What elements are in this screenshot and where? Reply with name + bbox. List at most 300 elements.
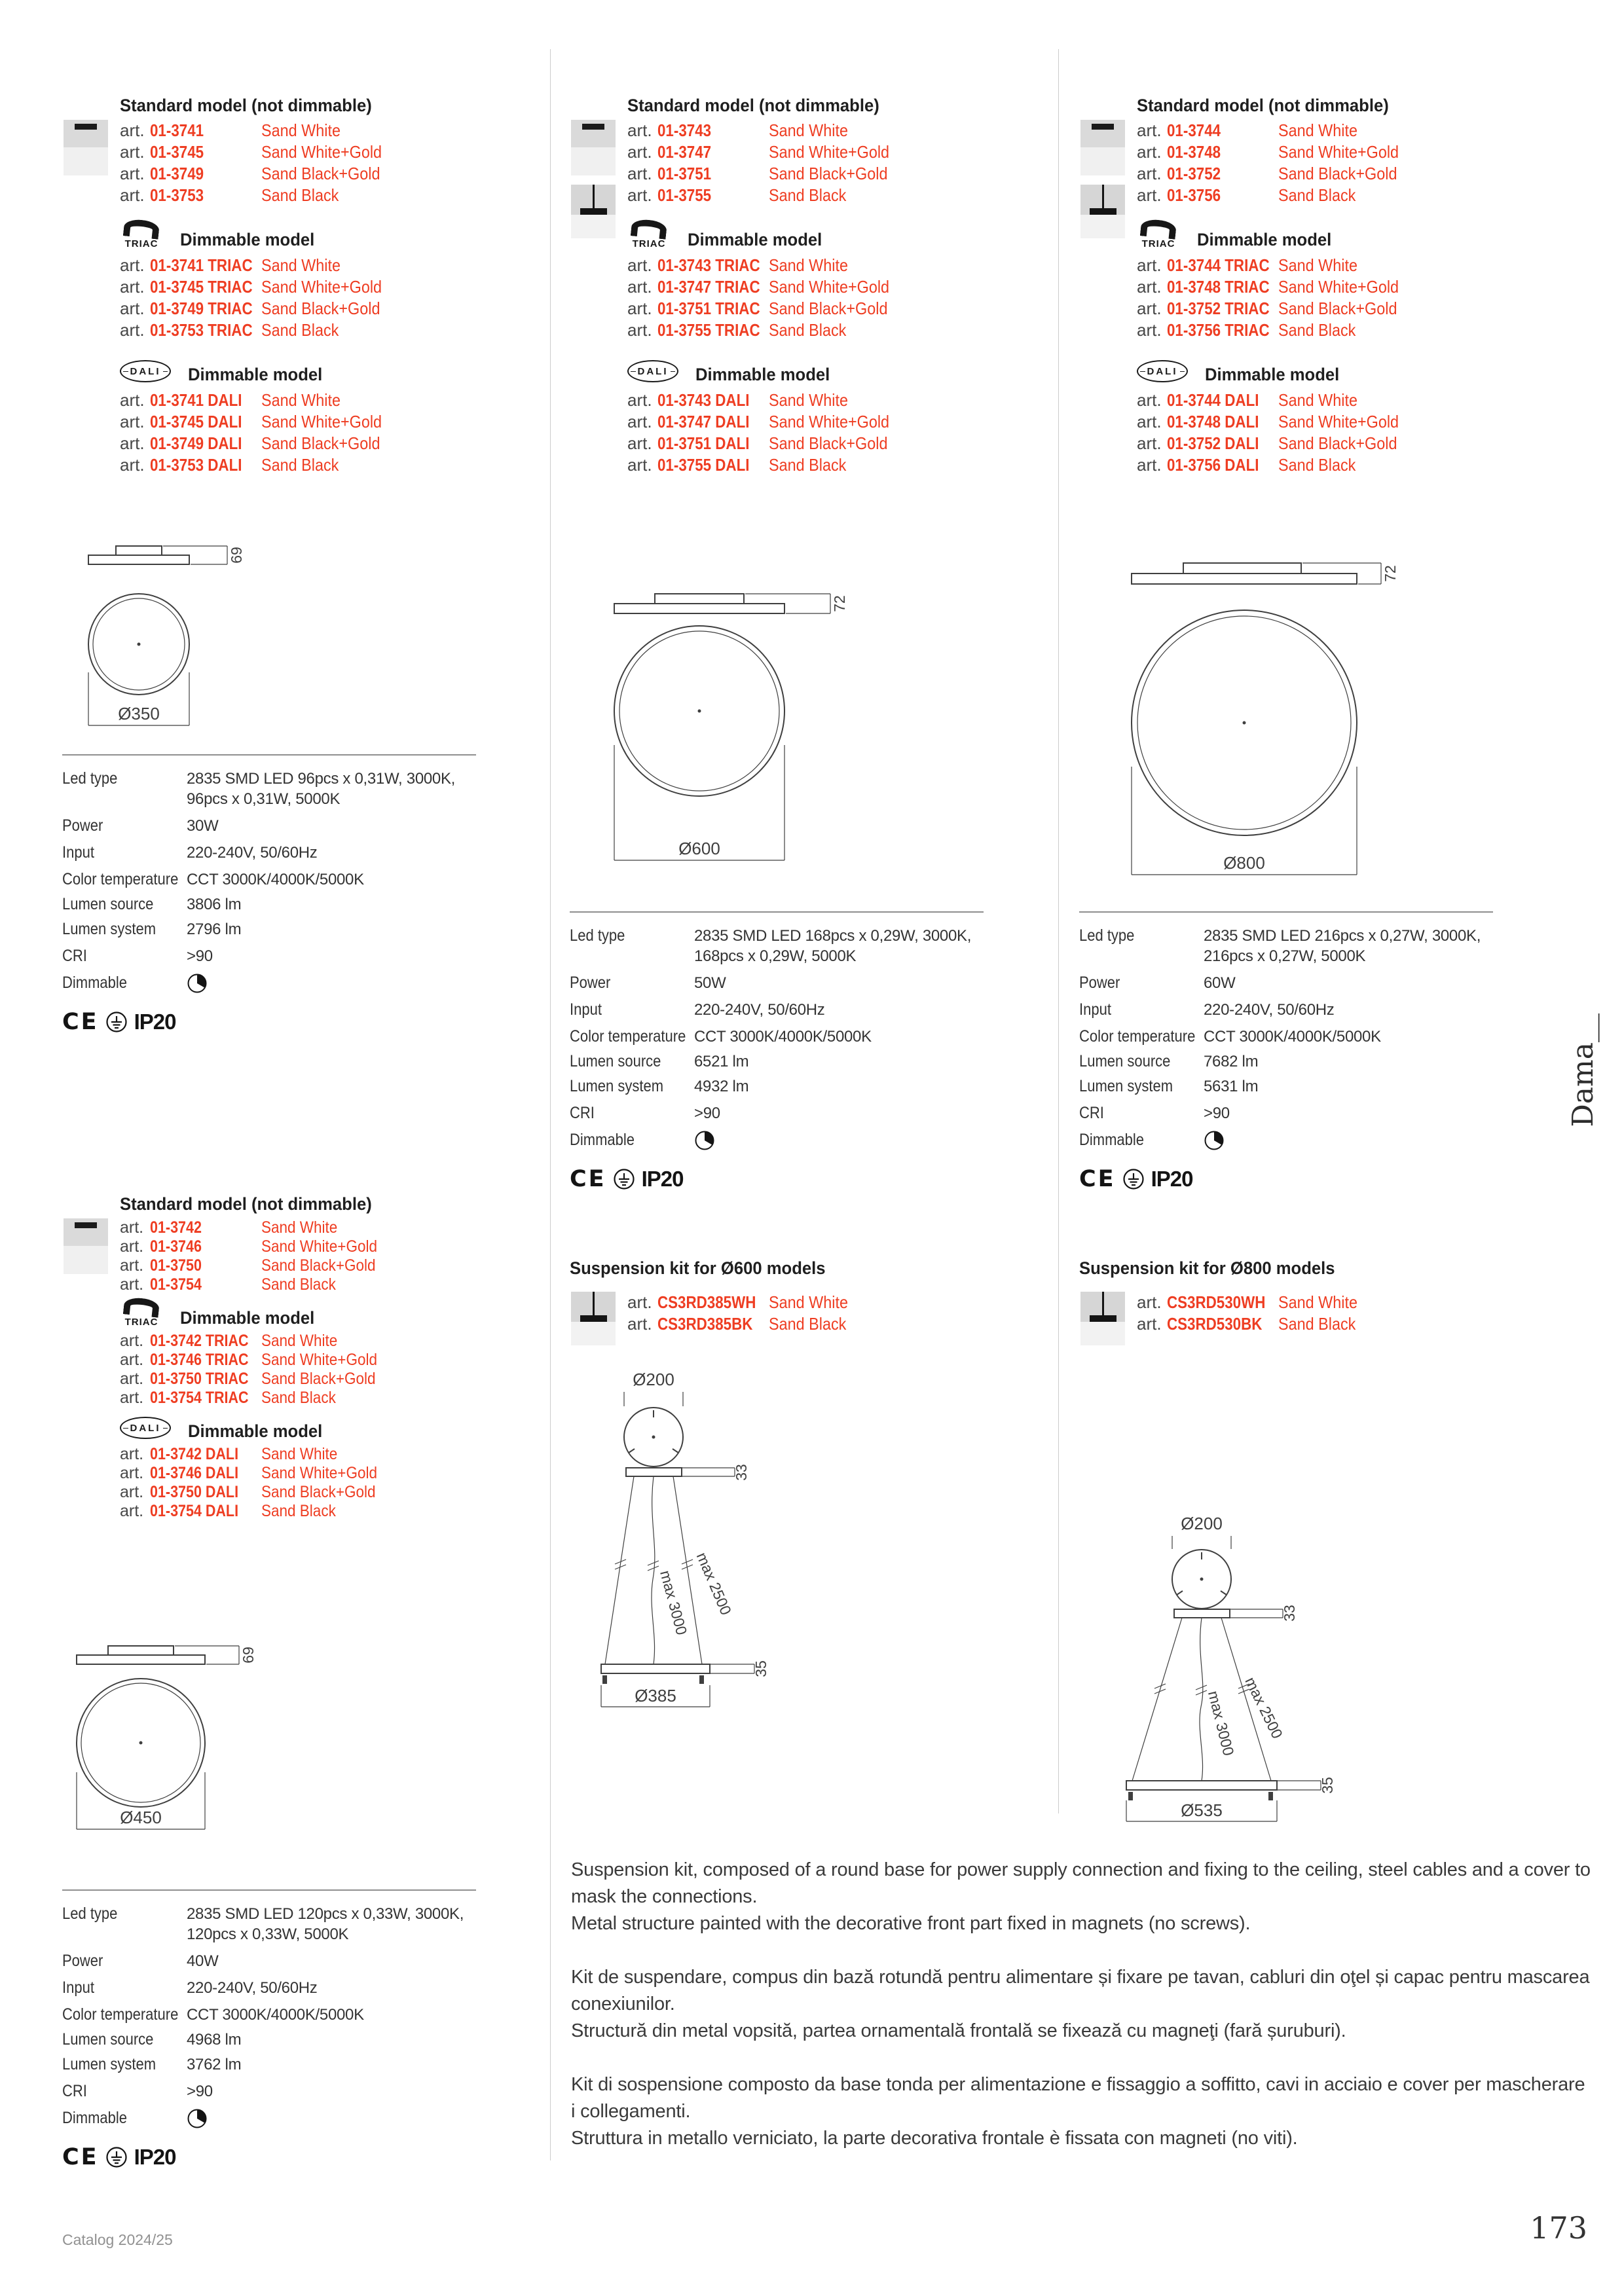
product-block-o800	[1079, 96, 1498, 476]
spec-row	[570, 1000, 984, 1020]
spec-label: Input	[570, 1000, 602, 1019]
article-row	[1079, 185, 1498, 206]
spec-label: Led type	[62, 769, 118, 788]
art-label: art.	[1137, 455, 1162, 475]
height-dimension: 72	[1382, 565, 1399, 582]
article-code: 01-3750 DALI	[150, 1483, 239, 1501]
article-finish: Sand White+Gold	[261, 142, 382, 162]
spec-row	[62, 869, 476, 890]
suspension-kit-photo	[571, 1292, 616, 1345]
ce-mark-icon: CE	[1079, 1166, 1116, 1192]
article-row	[62, 163, 481, 185]
article-code: 01-3752 DALI	[1167, 433, 1259, 453]
art-label: art.	[120, 390, 145, 410]
description-line: Suspension kit, composed of a round base for power supply connection and fixing to the ceiling, steel cables and a cover to mask the connections.	[571, 1859, 1591, 1907]
art-label: art.	[120, 1464, 144, 1482]
article-row	[62, 1332, 481, 1351]
article-finish: Sand White	[769, 390, 848, 410]
ce-mark-icon: CE	[570, 1166, 606, 1192]
height-dimension: 69	[240, 1647, 257, 1664]
product-photo-pendant-o800	[1080, 185, 1125, 238]
spec-row	[62, 2108, 476, 2134]
spec-row	[62, 1951, 476, 1971]
technical-drawing-o600	[570, 580, 891, 876]
description-ro	[571, 1964, 1593, 2045]
ip-rating: IP20	[641, 1167, 684, 1191]
article-finish: Sand Black+Gold	[1278, 164, 1397, 183]
article-row	[1079, 163, 1498, 185]
spec-value: 30W	[187, 817, 219, 835]
article-finish: Sand White+Gold	[261, 1464, 377, 1482]
dali-dimmable-header	[120, 1413, 481, 1441]
article-code: 01-3755 TRIAC	[657, 320, 760, 340]
spec-value: >90	[694, 1104, 720, 1122]
article-row	[62, 433, 481, 454]
art-label: art.	[120, 1445, 144, 1463]
article-code: 01-3751 TRIAC	[657, 299, 760, 318]
art-label: art.	[120, 1389, 144, 1407]
spec-value: CCT 3000K/4000K/5000K	[187, 2006, 364, 2024]
side-view	[77, 1646, 239, 1664]
article-row	[1079, 141, 1498, 163]
disc-diameter: Ø385	[635, 1686, 676, 1705]
spec-row	[62, 1978, 476, 1998]
grounding-icon	[105, 1010, 128, 1034]
art-label: art.	[1137, 299, 1162, 318]
description-line: Struttura in metallo verniciato, la parte decorativa frontale è fissata con magneti (no viti).	[571, 2128, 1298, 2149]
article-finish: Sand Black	[769, 320, 847, 340]
spec-row	[62, 973, 476, 999]
spec-value: 220-240V, 50/60Hz	[187, 844, 318, 862]
spec-label: Power	[570, 974, 611, 992]
article-code: 01-3749 DALI	[150, 433, 242, 453]
spec-value	[187, 2108, 208, 2134]
spec-value: 2835 SMD LED 120pcs x 0,33W, 3000K, 120pcs x 0,33W, 5000K	[187, 1905, 464, 1943]
product-photo-ceiling-o450	[64, 1218, 108, 1274]
article-row	[570, 390, 989, 411]
spec-value: CCT 3000K/4000K/5000K	[1204, 1028, 1381, 1046]
spec-row	[1079, 973, 1493, 993]
art-label: art.	[1137, 120, 1162, 140]
spec-label: Lumen system	[1079, 1077, 1173, 1095]
standard-model-header: Standard model (not dimmable)	[1137, 96, 1389, 115]
dimmable-icon	[187, 973, 208, 994]
art-label: art.	[627, 433, 652, 453]
spec-label: CRI	[570, 1104, 595, 1122]
art-label: art.	[120, 1332, 144, 1350]
technical-drawing-o350	[62, 532, 344, 736]
description-line: Kit di sospensione composto da base tonda per alimentazione e fissaggio a soffitto, cavi in acciaio e cover per mascherare i collegamenti.	[571, 2074, 1585, 2122]
article-code: 01-3751 DALI	[657, 433, 750, 453]
spec-row	[62, 2054, 476, 2075]
article-finish: Sand Black	[261, 455, 339, 475]
canopy-diameter: Ø200	[1181, 1514, 1223, 1533]
triac-arc-icon	[631, 218, 668, 239]
article-code: 01-3747 TRIAC	[657, 277, 760, 297]
article-finish: Sand White+Gold	[1278, 277, 1399, 297]
triac-logo: TRIAC	[120, 1298, 163, 1328]
dimmable-model-title: Dimmable model	[1197, 230, 1332, 249]
article-code: 01-3756	[1167, 185, 1221, 205]
dimmable-model-title: Dimmable model	[188, 365, 323, 384]
article-row	[1079, 319, 1498, 341]
spec-label: Led type	[570, 926, 625, 945]
dali-logo: DALI	[627, 360, 678, 382]
article-code: CS3RD385WH	[657, 1292, 756, 1312]
art-label: art.	[627, 120, 652, 140]
spec-value	[1204, 1130, 1225, 1156]
spec-label: Led type	[1079, 926, 1135, 945]
article-code: 01-3750 TRIAC	[150, 1370, 249, 1388]
article-row	[62, 1275, 481, 1294]
disc-diameter: Ø535	[1181, 1800, 1223, 1820]
spec-value: >90	[187, 947, 213, 965]
side-view	[88, 546, 227, 564]
triac-arc-icon	[123, 218, 160, 239]
article-row	[570, 454, 989, 476]
article-row	[62, 1389, 481, 1408]
article-code: 01-3754 DALI	[150, 1502, 239, 1520]
art-label: art.	[627, 320, 652, 340]
art-label: art.	[1137, 277, 1162, 297]
article-finish: Sand Black	[261, 320, 339, 340]
dimmable-model-title: Dimmable model	[180, 1308, 315, 1328]
ce-mark-icon: CE	[62, 1009, 99, 1035]
article-code: 01-3753	[150, 185, 204, 205]
art-label: art.	[627, 142, 652, 162]
article-row	[570, 411, 989, 433]
triac-logo: TRIAC	[627, 220, 671, 249]
article-finish: Sand Black	[261, 185, 339, 205]
article-finish: Sand Black+Gold	[261, 1256, 376, 1275]
art-label: art.	[120, 299, 145, 318]
art-label: art.	[120, 1256, 144, 1275]
art-label: art.	[627, 164, 652, 183]
spec-label: Power	[62, 816, 103, 835]
article-finish: Sand Black+Gold	[261, 164, 380, 183]
spec-label: Lumen system	[62, 2055, 157, 2073]
spec-row	[570, 1027, 984, 1047]
spec-row	[62, 769, 476, 809]
article-finish: Sand Black+Gold	[769, 164, 888, 183]
article-finish: Sand Black	[261, 1502, 336, 1520]
disc-height-dimension: 35	[752, 1660, 769, 1677]
spec-label: Color temperature	[570, 1027, 686, 1046]
art-label: art.	[120, 1502, 144, 1520]
spec-value: CCT 3000K/4000K/5000K	[694, 1028, 872, 1046]
article-finish: Sand Black	[1278, 455, 1356, 475]
spec-row	[62, 946, 476, 966]
height-dimension: 69	[228, 547, 245, 564]
height-dimension: 72	[831, 595, 848, 612]
article-row	[62, 319, 481, 341]
spec-label: Lumen source	[1079, 1052, 1171, 1070]
ceiling-base	[1172, 1536, 1283, 1618]
spec-label: Power	[62, 1952, 103, 1970]
spec-label: Lumen source	[62, 895, 154, 913]
spec-label: Color temperature	[62, 870, 179, 888]
article-row	[1079, 433, 1498, 454]
article-code: 01-3753 DALI	[150, 455, 242, 475]
product-photo-ceiling-o800	[1080, 120, 1125, 175]
art-label: art.	[120, 412, 145, 431]
spec-value	[187, 973, 208, 999]
dimmable-model-title: Dimmable model	[1205, 365, 1340, 384]
art-label: art.	[120, 455, 145, 475]
spec-table-o450	[62, 1889, 476, 2170]
dali-dimmable-header	[120, 354, 481, 384]
article-finish: Sand White+Gold	[1278, 142, 1399, 162]
suspension-kit-o600	[570, 1258, 989, 1335]
article-code: CS3RD530BK	[1167, 1314, 1263, 1334]
spec-row	[1079, 1000, 1493, 1020]
spec-table-o600	[570, 911, 984, 1192]
page-number: 173	[1530, 2210, 1587, 2246]
description-it	[571, 2071, 1593, 2152]
front-view	[614, 626, 784, 860]
article-code: 01-3754 TRIAC	[150, 1389, 249, 1407]
spec-label: Lumen source	[62, 2030, 154, 2049]
spec-value: 220-240V, 50/60Hz	[694, 1001, 825, 1019]
spec-value: 3762 lm	[187, 2056, 242, 2073]
article-row	[1079, 454, 1498, 476]
art-label: art.	[120, 255, 145, 275]
article-code: 01-3756 TRIAC	[1167, 320, 1270, 340]
article-finish: Sand White	[1278, 1292, 1357, 1312]
article-row	[62, 1351, 481, 1370]
spec-label: Dimmable	[570, 1131, 635, 1149]
article-code: 01-3743	[657, 120, 712, 140]
canopy-height-dimension: 33	[733, 1464, 750, 1481]
article-finish: Sand White	[261, 255, 341, 275]
description-en	[571, 1857, 1593, 1937]
article-code: 01-3756 DALI	[1167, 455, 1259, 475]
dali-logo: DALI	[1137, 360, 1188, 382]
diameter-dimension: Ø450	[120, 1808, 162, 1827]
dimmable-icon	[1204, 1130, 1225, 1151]
article-code: 01-3750	[150, 1256, 202, 1275]
article-finish: Sand Black+Gold	[261, 1370, 376, 1388]
article-code: 01-3745 DALI	[150, 412, 242, 431]
spec-value: 2835 SMD LED 96pcs x 0,31W, 3000K, 96pcs x 0,31W, 5000K	[187, 770, 456, 808]
spec-value: 220-240V, 50/60Hz	[1204, 1001, 1335, 1019]
article-code: 01-3752 TRIAC	[1167, 299, 1270, 318]
article-code: 01-3748	[1167, 142, 1221, 162]
article-finish: Sand White	[261, 1218, 338, 1237]
column-divider-left	[550, 49, 551, 2160]
article-row	[62, 1237, 481, 1256]
article-row	[62, 1256, 481, 1275]
triac-dimmable-header	[120, 1300, 481, 1328]
diameter-dimension: Ø350	[118, 704, 160, 723]
standard-model-header: Standard model (not dimmable)	[627, 96, 879, 115]
dimmable-model-title: Dimmable model	[188, 1421, 323, 1441]
spec-row	[1079, 1076, 1493, 1097]
spec-row	[570, 926, 984, 966]
article-code: 01-3751	[657, 164, 712, 183]
spec-label: CRI	[1079, 1104, 1104, 1122]
article-code: CS3RD385BK	[657, 1314, 753, 1334]
article-finish: Sand Black	[1278, 1314, 1356, 1334]
article-code: 01-3743 DALI	[657, 390, 750, 410]
description-line: Structură din metal vopsită, partea ornamentală frontală se fixează cu magneţi (fară șuruburi).	[571, 2020, 1346, 2041]
spec-label: Led type	[62, 1904, 118, 1923]
product-block-o350	[62, 96, 481, 476]
spec-table-o350	[62, 754, 476, 1034]
article-row	[570, 255, 989, 276]
article-finish: Sand Black+Gold	[261, 1483, 376, 1501]
spec-label: Lumen system	[62, 920, 157, 938]
article-finish: Sand White	[1278, 390, 1357, 410]
article-finish: Sand Black	[261, 1389, 336, 1407]
art-label: art.	[627, 390, 652, 410]
article-finish: Sand Black+Gold	[1278, 433, 1397, 453]
spec-row	[570, 1076, 984, 1097]
product-block-o450	[62, 1194, 481, 1521]
suspension-kit-photo	[1080, 1292, 1125, 1345]
article-code: 01-3746	[150, 1237, 202, 1256]
spec-label: Dimmable	[62, 974, 128, 992]
article-row	[62, 276, 481, 298]
article-row	[62, 298, 481, 319]
spec-row	[570, 1051, 984, 1072]
art-label: art.	[120, 320, 145, 340]
dali-logo: DALI	[120, 360, 171, 382]
art-label: art.	[1137, 1314, 1162, 1334]
article-code: 01-3755 DALI	[657, 455, 750, 475]
article-code: 01-3744	[1167, 120, 1221, 140]
art-label: art.	[1137, 185, 1162, 205]
article-row	[570, 276, 989, 298]
article-row	[570, 185, 989, 206]
article-code: 01-3749	[150, 164, 204, 183]
article-row	[1079, 1292, 1498, 1313]
side-view	[614, 594, 830, 613]
art-label: art.	[120, 433, 145, 453]
spec-row	[62, 894, 476, 915]
diameter-dimension: Ø800	[1223, 853, 1265, 873]
ip-rating: IP20	[134, 1010, 176, 1034]
spec-label: Dimmable	[1079, 1131, 1145, 1149]
article-code: 01-3748 DALI	[1167, 412, 1259, 431]
spec-label: CRI	[62, 947, 87, 965]
article-finish: Sand Black+Gold	[1278, 299, 1397, 318]
ip-rating: IP20	[134, 2145, 176, 2169]
product-block-o600	[570, 96, 989, 476]
art-label: art.	[120, 1218, 144, 1237]
article-code: 01-3743 TRIAC	[657, 255, 760, 275]
article-finish: Sand White	[261, 120, 341, 140]
spec-value: 2835 SMD LED 216pcs x 0,27W, 3000K, 216pcs x 0,27W, 5000K	[1204, 927, 1481, 965]
article-code: 01-3742	[150, 1218, 202, 1237]
spec-value	[694, 1130, 715, 1156]
spec-row	[570, 973, 984, 993]
article-code: 01-3747 DALI	[657, 412, 750, 431]
article-row	[62, 1483, 481, 1502]
art-label: art.	[1137, 390, 1162, 410]
article-finish: Sand White	[769, 1292, 848, 1312]
spec-value: 4932 lm	[694, 1078, 749, 1095]
triac-logo: TRIAC	[1137, 220, 1180, 249]
article-row	[570, 1313, 989, 1335]
art-label: art.	[120, 142, 145, 162]
article-finish: Sand White	[769, 255, 848, 275]
article-finish: Sand White	[1278, 255, 1357, 275]
art-label: art.	[627, 299, 652, 318]
certifications	[570, 1167, 984, 1192]
ce-mark-icon: CE	[62, 2144, 99, 2170]
article-finish: Sand Black	[769, 185, 847, 205]
spec-row	[570, 1130, 984, 1156]
dimmable-model-title: Dimmable model	[695, 365, 830, 384]
article-code: 01-3745 TRIAC	[150, 277, 253, 297]
article-row	[570, 1292, 989, 1313]
article-finish: Sand White+Gold	[769, 277, 890, 297]
grounding-icon	[1122, 1167, 1145, 1191]
suspension-kit-o800	[1079, 1258, 1498, 1335]
triac-arc-icon	[1140, 218, 1177, 239]
spec-row	[62, 2005, 476, 2025]
article-finish: Sand Black	[261, 1275, 336, 1294]
suspension-kit-title: Suspension kit for Ø600 models	[570, 1258, 826, 1278]
fixture-disc	[601, 1664, 754, 1707]
column-divider-right	[1058, 49, 1059, 1813]
article-row	[1079, 1313, 1498, 1335]
product-photo-pendant-o600	[571, 185, 616, 238]
suspension-kit-title: Suspension kit for Ø800 models	[1079, 1258, 1335, 1278]
spec-value: 3806 lm	[187, 896, 242, 913]
diameter-dimension: Ø600	[678, 839, 720, 858]
art-label: art.	[627, 277, 652, 297]
spec-value: 60W	[1204, 974, 1236, 992]
product-photo-ceiling-o600	[571, 120, 616, 175]
spec-value: 5631 lm	[1204, 1078, 1259, 1095]
spec-row	[62, 2030, 476, 2050]
art-label: art.	[120, 1275, 144, 1294]
article-row	[62, 1464, 481, 1483]
spec-value: CCT 3000K/4000K/5000K	[187, 871, 364, 888]
spec-row	[62, 1904, 476, 1944]
spec-value: 220-240V, 50/60Hz	[187, 1979, 318, 1997]
art-label: art.	[1137, 255, 1162, 275]
article-row	[62, 411, 481, 433]
suspension-drawing-o535	[1090, 1514, 1398, 1828]
article-finish: Sand White+Gold	[261, 1351, 377, 1369]
spec-row	[62, 2081, 476, 2102]
dali-dimmable-header	[1137, 354, 1498, 384]
article-row	[62, 1502, 481, 1521]
art-label: art.	[120, 120, 145, 140]
spec-label: Color temperature	[62, 2005, 179, 2024]
art-label: art.	[627, 1314, 652, 1334]
article-row	[1079, 298, 1498, 319]
art-label: art.	[627, 185, 652, 205]
art-label: art.	[627, 1292, 652, 1312]
article-finish: Sand White	[261, 1445, 338, 1463]
spec-row	[570, 1103, 984, 1123]
cable-length-side: max 2500	[693, 1550, 735, 1618]
article-code: 01-3752	[1167, 164, 1221, 183]
article-row	[62, 390, 481, 411]
article-finish: Sand White+Gold	[261, 1237, 377, 1256]
front-view	[77, 1679, 205, 1829]
certifications	[62, 1010, 476, 1034]
spec-label: Lumen system	[570, 1077, 664, 1095]
article-row	[570, 319, 989, 341]
triac-logo: TRIAC	[120, 220, 163, 249]
spec-value: 7682 lm	[1204, 1053, 1259, 1070]
article-row	[62, 120, 481, 141]
